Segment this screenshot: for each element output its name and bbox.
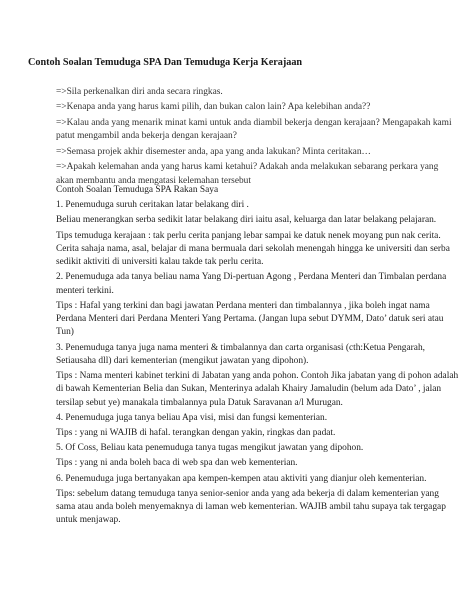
question-paragraph: 2. Penemuduga ada tanya beliau nama Yang Di-pertuan Agong , Perdana Menteri dan Timbalan perdana menteri terkini. (56, 272, 447, 296)
answer-paragraph: Beliau menerangkan serba sedikit latar belakang diri iaitu asal, keluarga dan latar belakang pelajaran. (56, 215, 437, 226)
section-heading: Contoh Soalan Temuduga SPA Rakan Saya (56, 185, 219, 195)
intro-question: =>Kalau anda yang menarik minat kami untuk anda diambil bekerja dengan kerajaan? Mengapakah kami patut mengambil anda bekerja dengan kerajaan? (56, 117, 452, 142)
intro-question: =>Sila perkenalkan diri anda secara ringkas. (56, 87, 223, 97)
document-title: Contoh Soalan Temuduga SPA Dan Temuduga Kerja Kerajaan (28, 57, 303, 68)
question-paragraph: 5. Of Coss, Beliau kata penemuduga tanya tugas mengikut jawatan yang dipohon. (56, 443, 364, 454)
intro-question: =>Apakah kelemahan anda yang harus kami ketahui? Adakah anda melakukan sebarang perkara yang akan membantu anda mengatasi kelemahan tersebut (56, 162, 439, 186)
intro-question-list (56, 86, 456, 190)
question-paragraph: 1. Penemuduga suruh ceritakan latar belakang diri . (56, 200, 249, 211)
tips-paragraph: Tips : Hafal yang terkini dan bagi jawatan Perdana menteri dan timbalannya , jika boleh ingat nama Perdana Menteri dari Perdana Menteri Yang Pertama. (Jangan lupa sebut DYMM, Dato’ datuk seri atau Tun) (56, 300, 444, 338)
tips-paragraph: Tips : yang ni anda boleh baca di web spa dan web kementerian. (56, 458, 298, 469)
intro-question: =>Kenapa anda yang harus kami pilih, dan bukan calon lain? Apa kelebihan anda?? (56, 102, 371, 113)
tips-paragraph: Tips: sebelum datang temuduga tanya senior-senior anda yang ada bekerja di dalam kementerian yang sama atau anda boleh menyemaknya di laman web kementerian. WAJIB ambil tahu supaya tak tergagap untuk menjawap. (56, 488, 446, 526)
question-paragraph: 4. Penemuduga juga tanya beliau Apa visi, misi dan fungsi kementerian. (56, 412, 328, 423)
question-paragraph: 6. Penemuduga juga bertanyakan apa kempen-kempen atau aktiviti yang dianjur oleh kementerian. (56, 473, 427, 484)
intro-question: =>Semasa projek akhir disemester anda, apa yang anda lakukan? Minta ceritakan… (56, 146, 371, 157)
question-paragraph: 3. Penemuduga tanya juga nama menteri & timbalannya dan carta organisasi (cth:Ketua Pengarah, Setiausaha dll) dari kementerian (mengikut jawatan yang dipohon). (56, 342, 425, 366)
tips-paragraph: Tips : Nama menteri kabinet terkini di Jabatan yang anda pohon. Contoh Jika jabatan yang di pohon adalah di bawah Kementerian Belia dan Sukan, Menterinya adalah Khairy Jamaludin (belum ada Dato’ , jalan tersilap sebut ye) manakala timbalannya pula Datuk Saravanan a/l Murugan. (56, 371, 459, 408)
document-body (56, 184, 460, 530)
tips-paragraph: Tips : yang ni WAJIB di hafal. terangkan dengan yakin, ringkas dan padat. (56, 428, 336, 439)
tips-paragraph: Tips temuduga kerajaan : tak perlu cerita panjang lebar sampai ke datuk nenek moyang pun nak cerita. Cerita sahaja nama, asal, belajar di mana bermuala dari sekolah menengah hingga ke universiti dan serba sedikit aktiviti di universiti kalau takde tak perlu cerita. (56, 230, 450, 268)
